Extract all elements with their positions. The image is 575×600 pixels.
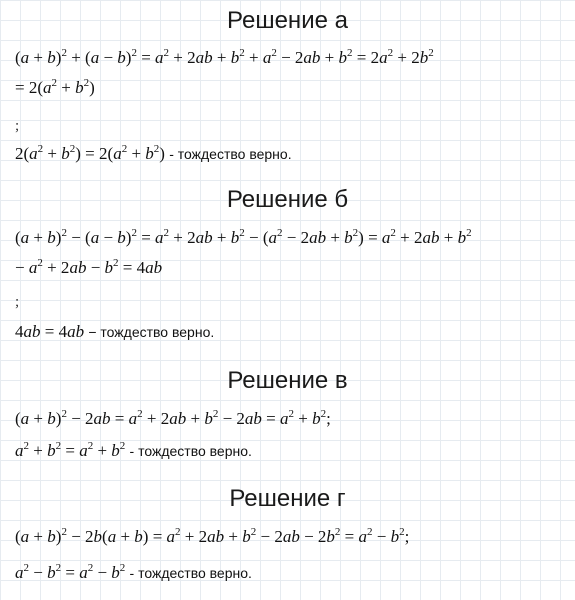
section-b-identity-line	[15, 322, 214, 342]
section-d-heading: Решение г	[229, 485, 346, 512]
section-d-line-1: $(a + b)^2 - 2b(a + b) = a^2 + 2ab + b^2 - 2ab - 2b^2 = a^2 - b^2$;	[15, 526, 410, 546]
section-c-line-1: $(a + b)^2 - 2ab = a^2 + 2ab + b^2 - 2ab = a^2 + b^2$;	[15, 408, 331, 428]
section-a-identity: $2(a^2 + b^2) = 2(a^2 + b^2)$	[15, 143, 165, 163]
section-c-identity: $a^2 + b^2 = a^2 + b^2$	[15, 440, 126, 460]
section-b-line-1: $(a + b)^2 - (a - b)^2 = a^2 + 2ab + b^2 - (a^2 - 2ab + b^2) = a^2 + 2ab + b^2$	[15, 227, 472, 247]
section-d-note: - тождество верно.	[129, 565, 252, 581]
section-a-line-1: $(a + b)^2 + (a - b)^2 = a^2 + 2ab + b^2 + a^2 - 2ab + b^2 = 2a^2 + 2b^2$	[15, 47, 434, 67]
section-b-heading: Решение б	[226, 186, 349, 213]
section-c-identity-line	[15, 441, 252, 461]
section-a-identity-line	[15, 144, 292, 164]
section-a-line-2: = $2(a^2 + b^2)$	[15, 77, 95, 97]
section-b-identity: 4ab = 4ab	[15, 322, 85, 341]
section-c-note: - тождество верно.	[129, 443, 252, 459]
section-c-heading: Решение в	[227, 367, 348, 394]
section-a-separator: ;	[15, 118, 20, 134]
section-a-note: - тождество верно.	[169, 146, 292, 162]
section-a-heading: Решение а	[227, 7, 348, 34]
section-b-note: − тождество верно.	[88, 324, 215, 340]
section-b-line-2: − $a^2 + 2ab - b^2 = 4ab$	[15, 257, 163, 277]
section-d-identity: $a^2 - b^2 = a^2 - b^2$	[15, 562, 126, 582]
section-d-identity-line	[15, 563, 252, 583]
section-b-separator: ;	[15, 294, 20, 310]
